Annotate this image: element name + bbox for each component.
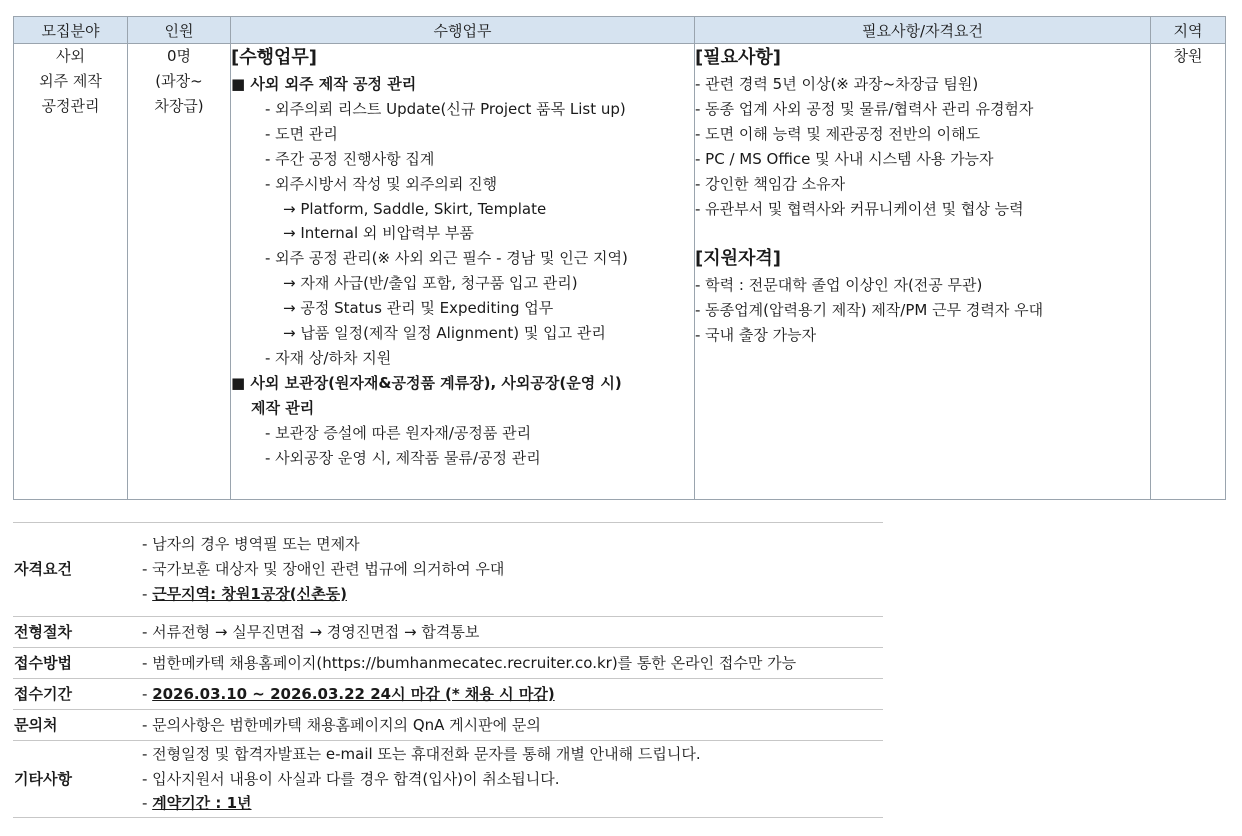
info-row-process — [13, 617, 883, 648]
application-period: 2026.03.10 ~ 2026.03.22 24시 마감 (* 채용 시 마감) — [152, 684, 555, 703]
info-line — [142, 582, 883, 607]
duties-section-title-cont: 제작 관리 — [251, 398, 315, 417]
count-line: (과장~ — [155, 71, 203, 90]
dash: - — [142, 684, 153, 703]
field-line: 공정관리 — [41, 96, 100, 115]
info-value — [142, 523, 883, 617]
duties-section-title: ■ 사외 보관장(원자재&공정품 계류장), 사외공장(운영 시) — [231, 373, 622, 392]
info-row-period — [13, 679, 883, 710]
list-item: - 도면 관리 — [265, 124, 338, 143]
info-label: 문의처 — [13, 710, 142, 741]
table-header-row — [14, 17, 1226, 44]
table-row — [14, 44, 1226, 500]
list-item: - 주간 공정 진행사항 집계 — [265, 149, 435, 168]
list-item: - 외주시방서 작성 및 외주의뢰 진행 — [265, 174, 498, 193]
info-row-contact — [13, 710, 883, 741]
info-line: - 국가보훈 대상자 및 장애인 관련 법규에 의거하여 우대 — [142, 560, 505, 579]
info-table — [13, 522, 883, 818]
region-cell: 창원 — [1151, 44, 1226, 500]
info-row-etc — [13, 741, 883, 818]
duties-cell — [231, 44, 695, 500]
header-duties: 수행업무 — [231, 17, 695, 44]
info-label: 자격요건 — [13, 523, 142, 617]
dash: - — [142, 794, 153, 813]
info-row-method — [13, 648, 883, 679]
header-region: 지역 — [1151, 17, 1226, 44]
count-line: 0명 — [166, 47, 192, 65]
requirements-heading: [필요사항] — [695, 47, 782, 68]
duties-section-title: ■ 사외 외주 제작 공정 관리 — [231, 75, 417, 93]
info-line: - 전형일정 및 합격자발표는 e-mail 또는 휴대전화 문자를 통해 개별 안내해 드립니다. — [142, 744, 701, 763]
list-item: - 동종 업계 사외 공정 및 물류/협력사 관리 유경험자 — [695, 99, 1034, 118]
count-cell — [128, 44, 231, 500]
sub-list-item: → 납품 일정(제작 일정 Alignment) 및 입고 관리 — [283, 324, 606, 343]
field-cell — [14, 44, 128, 500]
info-value: - 문의사항은 범한메카텍 채용홈페이지의 QnA 게시판에 문의 — [142, 710, 883, 741]
list-item: - PC / MS Office 및 사내 시스템 사용 가능자 — [695, 149, 994, 168]
list-item: - 관련 경력 5년 이상(※ 과장~차장급 팀원) — [695, 75, 979, 93]
info-label: 기타사항 — [13, 741, 142, 818]
field-line: 외주 제작 — [39, 71, 102, 90]
list-item: - 동종업계(압력용기 제작) 제작/PM 근무 경력자 우대 — [695, 301, 1044, 320]
list-item: - 사외공장 운영 시, 제작품 물류/공정 관리 — [265, 448, 541, 467]
duties-heading: [수행업무] — [231, 47, 318, 68]
sub-list-item: → 공정 Status 관리 및 Expediting 업무 — [283, 299, 554, 318]
qualification-heading: [지원자격] — [695, 248, 782, 270]
header-requirements: 필요사항/자격요건 — [695, 17, 1151, 44]
info-value: - 서류전형 → 실무진면접 → 경영진면접 → 합격통보 — [142, 617, 883, 648]
info-label: 전형절차 — [13, 617, 142, 648]
info-label: 접수방법 — [13, 648, 142, 679]
header-count: 인원 — [128, 17, 231, 44]
sub-list-item: → 자재 사급(반/출입 포함, 청구품 입고 관리) — [283, 274, 578, 293]
info-row-qualification — [13, 523, 883, 617]
sub-list-item: → Platform, Saddle, Skirt, Template — [283, 199, 547, 218]
list-item: - 외주 공정 관리(※ 사외 외근 필수 - 경남 및 인근 지역) — [265, 249, 628, 268]
count-line: 차장급) — [154, 96, 204, 115]
dash: - — [142, 584, 153, 603]
spacer — [695, 221, 1150, 245]
info-line — [142, 791, 883, 816]
field-line: 사외 — [56, 47, 85, 65]
contract-period: 계약기간 : 1년 — [152, 794, 252, 813]
info-line: - 입사지원서 내용이 사실과 다를 경우 합격(입사)이 취소됩니다. — [142, 769, 560, 788]
list-item: - 강인한 책임감 소유자 — [695, 174, 846, 193]
list-item: - 학력 : 전문대학 졸업 이상인 자(전공 무관) — [695, 276, 983, 295]
requirements-cell — [695, 44, 1151, 500]
info-value — [142, 741, 883, 818]
list-item: - 자재 상/하차 지원 — [265, 348, 392, 367]
info-label: 접수기간 — [13, 679, 142, 710]
info-value — [142, 679, 883, 710]
list-item: - 보관장 증설에 따른 원자재/공정품 관리 — [265, 423, 532, 442]
header-field: 모집분야 — [14, 17, 128, 44]
list-item: - 외주의뢰 리스트 Update(신규 Project 품목 List up) — [265, 99, 626, 118]
info-value: - 범한메카텍 채용홈페이지(https://bumhanmecatec.recruiter.co.kr)를 통한 온라인 접수만 가능 — [142, 648, 883, 679]
job-posting-table — [13, 16, 1226, 500]
list-item: - 도면 이해 능력 및 제관공정 전반의 이해도 — [695, 124, 981, 143]
info-line: - 남자의 경우 병역필 또는 면제자 — [142, 535, 360, 554]
list-item: - 국내 출장 가능자 — [695, 326, 817, 345]
list-item: - 유관부서 및 협력사와 커뮤니케이션 및 협상 능력 — [695, 199, 1024, 218]
sub-list-item: → Internal 외 비압력부 부품 — [283, 224, 474, 243]
work-location: 근무지역: 창원1공장(신촌동) — [152, 584, 347, 603]
